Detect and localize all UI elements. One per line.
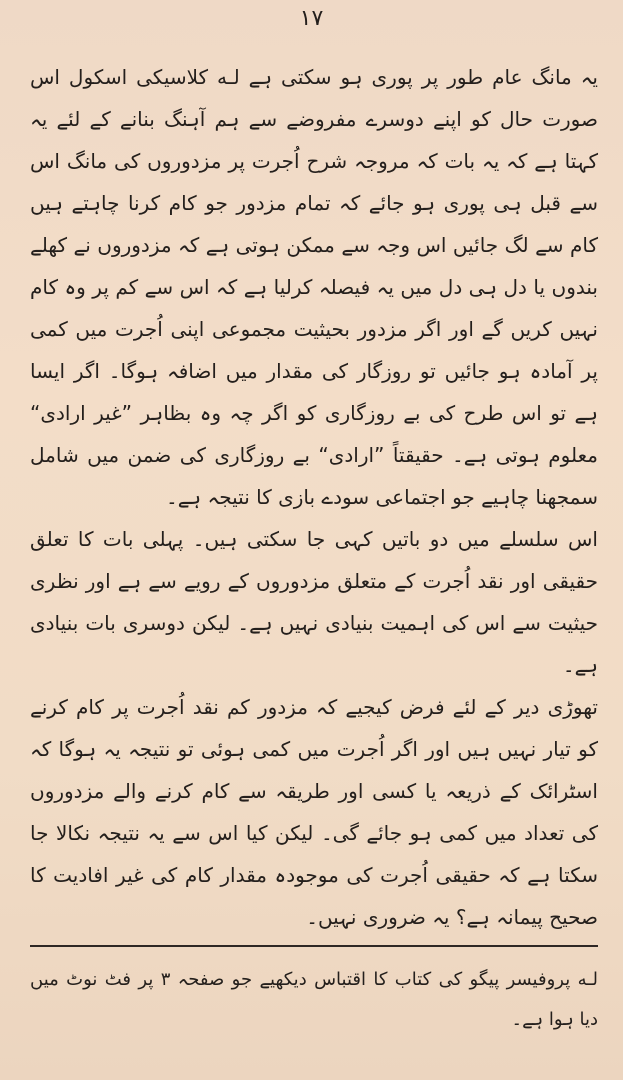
paragraph-3: تھوڑی دیر کے لئے فرض کیجیے کہ مزدور کم نقد اُجرت پر کام کرنے کو تیار نہیں ہیں اور اگر اُجرت میں کمی ہوئی تو نتیجہ یہ ہوگا کہ اسٹرائک کے ذریعہ یا کسی اور طریقہ سے کام کرنے والے مزدوروں کی تعداد میں کمی ہو جائے گی۔ لیکن کیا اس سے یہ نتیجہ نکالا جا سکتا ہے کہ حقیقی اُجرت کی موجودہ مقدار کام کی غیر افادیت کا صحیح پیمانہ ہے؟ یہ ضروری نہیں۔ <box>30 695 598 929</box>
paragraph-2: اس سلسلے میں دو باتیں کہی جا سکتی ہیں۔ پہلی بات کا تعلق حقیقی اور نقد اُجرت کے متعلق مزدوروں کے رویے سے ہے اور نظری حیثیت سے اس کی اہمیت بنیادی نہیں ہے۔ لیکن دوسری بات بنیادی ہے۔ <box>30 527 598 677</box>
body-text <box>30 56 598 938</box>
footnote: لـه پروفیسر پیگو کی کتاب کا اقتباس دیکھیے جو صفحہ ۳ پر فٹ نوٹ میں دیا ہوا ہے۔ <box>30 969 599 1030</box>
page-number: ١٧ <box>299 6 324 31</box>
paragraph-1: یہ مانگ عام طور پر پوری ہو سکتی ہے لـه کلاسیکی اسکول اس صورت حال کو اپنے دوسرے مفروضے سے ہم آہنگ بنانے کے لئے یہ کہتا ہے کہ یہ بات کہ مروجہ شرح اُجرت پر مزدوروں کی مانگ اس سے قبل ہی پوری ہو جائے کہ تمام مزدور جو کام کرنا چاہتے ہیں کام سے لگ جائیں اس وجہ سے ممکن ہوتی ہے کہ مزدوروں نے کھلے بندوں یا دل ہی دل میں یہ فیصلہ کرلیا ہے کہ اس سے کم پر وہ کام نہیں کریں گے اور اگر مزدور بحیثیت مجموعی اپنی اُجرت میں کمی پر آمادہ ہو جائیں تو روزگار کی مقدار میں اضافہ ہوگا۔ اگر ایسا ہے تو اس طرح کی بے روزگاری کو اگر چہ وہ بظاہر ”غیر ارادی“ معلوم ہوتی ہے۔ حقیقتاً ”ارادی“ بے روزگاری کی ضمن میں شامل سمجھنا چاہیے جو اجتماعی سودے بازی کا نتیجہ ہے۔ <box>30 65 598 509</box>
footnote-divider <box>30 945 598 947</box>
